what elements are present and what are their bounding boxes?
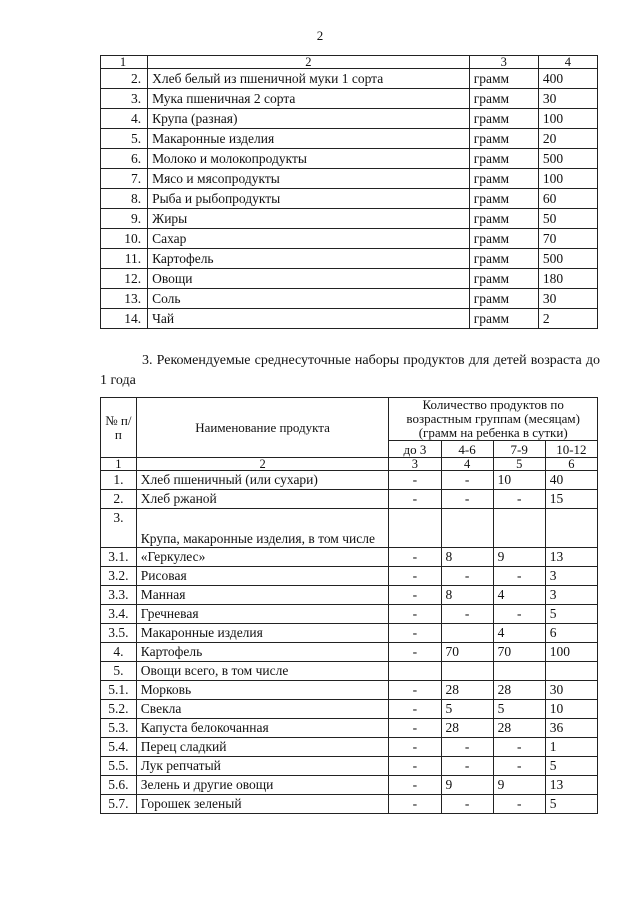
quantity-value: 40 [545,471,597,490]
column-number: 3 [389,458,441,471]
quantity-value: - [389,586,441,605]
unit: грамм [469,89,538,109]
table-row [101,189,598,209]
age-group: до 3 [389,441,441,458]
unit: грамм [469,289,538,309]
quantity-value: - [389,700,441,719]
quantity-value [545,509,597,548]
amount: 20 [538,129,597,149]
table-row [101,209,598,229]
unit: грамм [469,69,538,89]
row-number: 10. [101,229,148,249]
product-name: Мука пшеничная 2 сорта [148,89,470,109]
table-header-row [101,398,598,441]
age-group: 10-12 [545,441,597,458]
table-infant-food-set [100,397,598,814]
unit: грамм [469,149,538,169]
row-number: 3. [101,509,137,548]
unit: грамм [469,169,538,189]
quantity-value: 9 [493,548,545,567]
table-row [101,738,598,757]
product-name: Хлеб пшеничный (или сухари) [136,471,389,490]
table-row [101,229,598,249]
table-row [101,605,598,624]
quantity-value: 100 [545,643,597,662]
table-row [101,89,598,109]
quantity-value: 5 [545,757,597,776]
table-row [101,109,598,129]
quantity-value: - [389,490,441,509]
product-name: Крупа (разная) [148,109,470,129]
unit: грамм [469,249,538,269]
product-name: Манная [136,586,389,605]
quantity-value: 1 [545,738,597,757]
quantity-value: 6 [545,624,597,643]
product-name: Мясо и мясопродукты [148,169,470,189]
quantity-value: - [389,567,441,586]
quantity-value: - [389,624,441,643]
quantity-value: - [441,757,493,776]
quantity-value [441,662,493,681]
quantity-value: - [389,605,441,624]
product-name: Перец сладкий [136,738,389,757]
quantity-value [493,509,545,548]
quantity-value: 4 [493,624,545,643]
product-name: Крупа, макаронные изделия, в том числе [136,509,389,548]
quantity-value: 13 [545,548,597,567]
product-name: «Геркулес» [136,548,389,567]
row-number: 2. [101,490,137,509]
header-quantity: Количество продуктов по возрастным группам (месяцам) (грамм на ребенка в сутки) [389,398,598,441]
column-number: 2 [148,56,470,69]
unit: грамм [469,309,538,329]
column-number: 2 [136,458,389,471]
column-number: 4 [538,56,597,69]
unit: грамм [469,109,538,129]
product-name: Овощи всего, в том числе [136,662,389,681]
quantity-value: 5 [441,700,493,719]
table-row [101,624,598,643]
row-number: 3.3. [101,586,137,605]
table-row [101,795,598,814]
quantity-value: - [493,757,545,776]
table-row [101,662,598,681]
quantity-value: - [389,795,441,814]
row-number: 6. [101,149,148,169]
row-number: 3. [101,89,148,109]
quantity-value: - [493,738,545,757]
quantity-value: - [389,776,441,795]
table-row [101,129,598,149]
column-number: 1 [101,56,148,69]
product-name: Макаронные изделия [148,129,470,149]
quantity-value: - [441,567,493,586]
table-row [101,69,598,89]
table-row [101,490,598,509]
product-name: Сахар [148,229,470,249]
row-number: 5.7. [101,795,137,814]
table-column-numbers [101,56,598,69]
row-number: 5.5. [101,757,137,776]
product-name: Гречневая [136,605,389,624]
quantity-value: 10 [493,471,545,490]
quantity-value: - [493,795,545,814]
quantity-value: - [389,738,441,757]
quantity-value: - [441,795,493,814]
row-number: 7. [101,169,148,189]
table-row [101,776,598,795]
quantity-value: - [441,738,493,757]
column-number: 4 [441,458,493,471]
quantity-value [389,662,441,681]
quantity-value: 10 [545,700,597,719]
quantity-value: 8 [441,586,493,605]
product-name: Молоко и молокопродукты [148,149,470,169]
product-name: Овощи [148,269,470,289]
quantity-value: - [389,719,441,738]
table-row [101,289,598,309]
row-number: 3.2. [101,567,137,586]
page-number: 2 [316,28,324,43]
amount: 60 [538,189,597,209]
row-number: 9. [101,209,148,229]
quantity-value: - [493,490,545,509]
quantity-value: - [441,471,493,490]
quantity-value: 4 [493,586,545,605]
quantity-value: - [441,605,493,624]
age-group: 4-6 [441,441,493,458]
row-number: 13. [101,289,148,309]
product-name: Жиры [148,209,470,229]
amount: 100 [538,109,597,129]
product-name: Картофель [148,249,470,269]
quantity-value: - [389,681,441,700]
table-row [101,269,598,289]
row-number: 5.4. [101,738,137,757]
quantity-value: 15 [545,490,597,509]
quantity-value: 5 [545,605,597,624]
quantity-value [441,509,493,548]
table-column-numbers [101,458,598,471]
product-name: Соль [148,289,470,309]
age-group: 7-9 [493,441,545,458]
quantity-value: 13 [545,776,597,795]
quantity-value: 5 [493,700,545,719]
quantity-value: 5 [545,795,597,814]
table-row [101,149,598,169]
quantity-value: - [441,490,493,509]
amount: 2 [538,309,597,329]
amount: 70 [538,229,597,249]
table-row [101,681,598,700]
row-number: 5. [101,662,137,681]
product-name: Рыба и рыбопродукты [148,189,470,209]
product-name: Свекла [136,700,389,719]
table-row [101,169,598,189]
table-row [101,719,598,738]
amount: 30 [538,289,597,309]
unit: грамм [469,229,538,249]
quantity-value: 3 [545,586,597,605]
header-product-name: Наименование продукта [136,398,389,458]
amount: 500 [538,249,597,269]
quantity-value: 36 [545,719,597,738]
row-number: 5. [101,129,148,149]
table-row [101,309,598,329]
row-number: 5.1. [101,681,137,700]
header-num: № п/п [101,398,137,458]
amount: 500 [538,149,597,169]
quantity-value: 28 [441,681,493,700]
column-number: 6 [545,458,597,471]
row-number: 3.1. [101,548,137,567]
table-daily-food-set [100,55,598,329]
product-name: Морковь [136,681,389,700]
row-number: 3.5. [101,624,137,643]
product-name: Рисовая [136,567,389,586]
row-number: 11. [101,249,148,269]
column-number: 3 [469,56,538,69]
amount: 50 [538,209,597,229]
unit: грамм [469,269,538,289]
quantity-value: 9 [441,776,493,795]
quantity-value [441,624,493,643]
unit: грамм [469,189,538,209]
product-name: Капуста белокочанная [136,719,389,738]
quantity-value: - [493,605,545,624]
unit: грамм [469,209,538,229]
amount: 400 [538,69,597,89]
row-number: 3.4. [101,605,137,624]
table-row [101,643,598,662]
table-row [101,471,598,490]
product-name: Горошек зеленый [136,795,389,814]
quantity-value [545,662,597,681]
quantity-value: 70 [493,643,545,662]
column-number: 5 [493,458,545,471]
quantity-value: - [389,471,441,490]
row-number: 12. [101,269,148,289]
quantity-value: 9 [493,776,545,795]
row-number: 8. [101,189,148,209]
product-name: Хлеб белый из пшеничной муки 1 сорта [148,69,470,89]
quantity-value: - [493,567,545,586]
quantity-value: 28 [441,719,493,738]
product-name: Лук репчатый [136,757,389,776]
row-number: 5.6. [101,776,137,795]
quantity-value: - [389,643,441,662]
amount: 100 [538,169,597,189]
amount: 30 [538,89,597,109]
quantity-value [493,662,545,681]
row-number: 2. [101,69,148,89]
quantity-value: 70 [441,643,493,662]
section-heading: 3. Рекомендуемые среднесуточные наборы продуктов для детей возраста до 1 года [100,353,600,388]
quantity-value: 8 [441,548,493,567]
product-name: Макаронные изделия [136,624,389,643]
table-row [101,567,598,586]
row-number: 5.3. [101,719,137,738]
quantity-value: - [389,548,441,567]
column-number: 1 [101,458,137,471]
unit: грамм [469,129,538,149]
product-name: Чай [148,309,470,329]
quantity-value [389,509,441,548]
row-number: 5.2. [101,700,137,719]
quantity-value: 30 [545,681,597,700]
row-number: 1. [101,471,137,490]
table-row [101,757,598,776]
quantity-value: 28 [493,719,545,738]
row-number: 14. [101,309,148,329]
table-row [101,700,598,719]
product-name: Хлеб ржаной [136,490,389,509]
row-number: 4. [101,109,148,129]
table-row [101,509,598,548]
row-number: 4. [101,643,137,662]
amount: 180 [538,269,597,289]
table-row [101,586,598,605]
quantity-value: - [389,757,441,776]
table-row [101,249,598,269]
product-name: Зелень и другие овощи [136,776,389,795]
table-row [101,548,598,567]
quantity-value: 3 [545,567,597,586]
product-name: Картофель [136,643,389,662]
quantity-value: 28 [493,681,545,700]
